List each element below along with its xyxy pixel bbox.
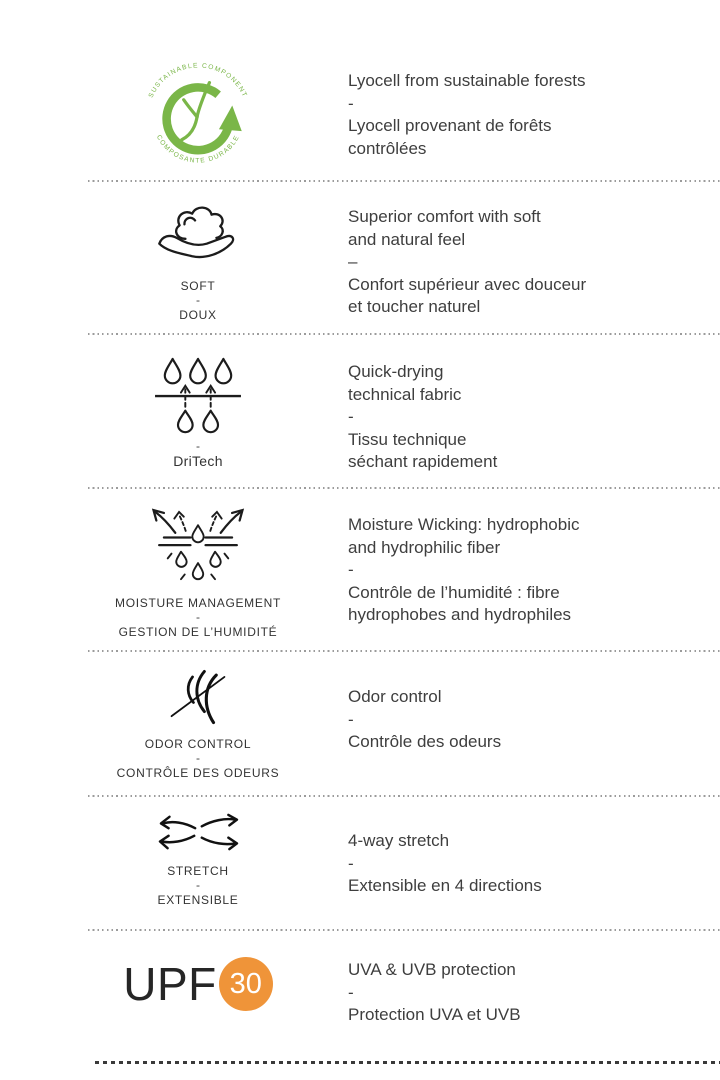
moisture-wicking-icon xyxy=(145,504,251,590)
feature-text-line: séchant rapidement xyxy=(348,452,498,471)
feature-text-line: Quick-drying xyxy=(348,362,444,381)
icon-label: STRETCH xyxy=(167,864,229,878)
feature-text-line: Odor control xyxy=(348,687,442,706)
upf-badge-value: 30 xyxy=(219,957,273,1011)
upf-badge-prefix: UPF xyxy=(123,958,217,1010)
feature-section-stretch xyxy=(0,797,720,929)
feature-text-line: technical fabric xyxy=(348,384,462,404)
icon-label: MOISTURE MANAGEMENT xyxy=(115,596,281,610)
feature-section-dritech xyxy=(0,335,720,487)
feature-text-line: Extensible en 4 directions xyxy=(348,876,542,895)
hand-cloud-icon xyxy=(152,204,244,264)
icon-label: DOUX xyxy=(179,308,217,322)
feature-section-upf xyxy=(0,931,720,1061)
feature-text-line: and natural feel xyxy=(348,229,466,249)
feature-section-soft xyxy=(0,182,720,333)
icon-label: GESTION DE L’HUMIDITÉ xyxy=(118,625,278,639)
feature-text-line: Superior comfort with soft xyxy=(348,207,541,226)
feature-text-line: Tissu technique xyxy=(348,429,467,449)
feature-text-dash: – xyxy=(348,252,358,271)
feature-text-dash: - xyxy=(348,853,354,873)
feature-text-line: Confort supérieur avec douceur xyxy=(348,274,587,294)
feature-text-line: Protection UVA et UVB xyxy=(348,1005,521,1024)
logo-arc-top-text: SUSTAINABLE COMPONENT xyxy=(147,62,249,99)
feature-text-line: Moisture Wicking: hydrophobic xyxy=(348,515,580,534)
sustainable-component-logo xyxy=(139,56,257,174)
recycle-arrow-head xyxy=(219,105,242,131)
feature-text-line: UVA & UVB protection xyxy=(348,960,516,979)
icon-label-dash: - xyxy=(196,878,200,892)
feature-text-line: Lyocell provenant de forêts xyxy=(348,116,552,135)
feature-text-dash: - xyxy=(348,407,354,426)
odor-control-icon xyxy=(167,666,229,728)
stretch-arrows-icon xyxy=(152,813,244,851)
feature-section-sustainable xyxy=(0,0,720,180)
feature-text-dash: - xyxy=(348,560,354,579)
logo-arc-bottom-text: COMPOSANTE DURABLE xyxy=(154,133,242,165)
dritech-drops-icon xyxy=(153,356,243,438)
feature-text-line: Contrôle de l’humidité : fibre xyxy=(348,582,560,602)
icon-label: ODOR CONTROL xyxy=(144,737,252,751)
feature-section-odor xyxy=(0,652,720,795)
icon-label: EXTENSIBLE xyxy=(157,893,239,907)
feature-text-line: and hydrophilic fiber xyxy=(348,537,501,557)
bottom-dashed-line xyxy=(95,1061,720,1064)
feature-text-dash: - xyxy=(348,93,354,113)
feature-text-dash: - xyxy=(348,982,354,1002)
icon-label-dash: - xyxy=(196,439,200,453)
feature-text-line: Contrôle des odeurs xyxy=(348,732,502,751)
feature-text-dash: - xyxy=(348,709,354,729)
feature-text-line: 4-way stretch xyxy=(348,831,450,850)
icon-label: DriTech xyxy=(173,453,223,469)
upf30-badge xyxy=(123,957,273,1011)
feature-text-line: hydrophobes and hydrophiles xyxy=(348,605,572,624)
feature-text-line: et toucher naturel xyxy=(348,297,481,316)
feature-text-line: contrôlées xyxy=(348,138,427,158)
feature-section-moisture xyxy=(0,489,720,650)
icon-label: CONTRÔLE DES ODEURS xyxy=(116,766,280,780)
icon-label: SOFT xyxy=(180,279,216,293)
icon-label-dash: - xyxy=(195,610,200,624)
svg-text:SUSTAINABLE COMPONENT xyxy=(148,62,249,99)
icon-label-dash: - xyxy=(196,751,200,765)
feature-text-line: Lyocell from sustainable forests xyxy=(348,71,586,90)
icon-label-dash: - xyxy=(195,293,200,307)
